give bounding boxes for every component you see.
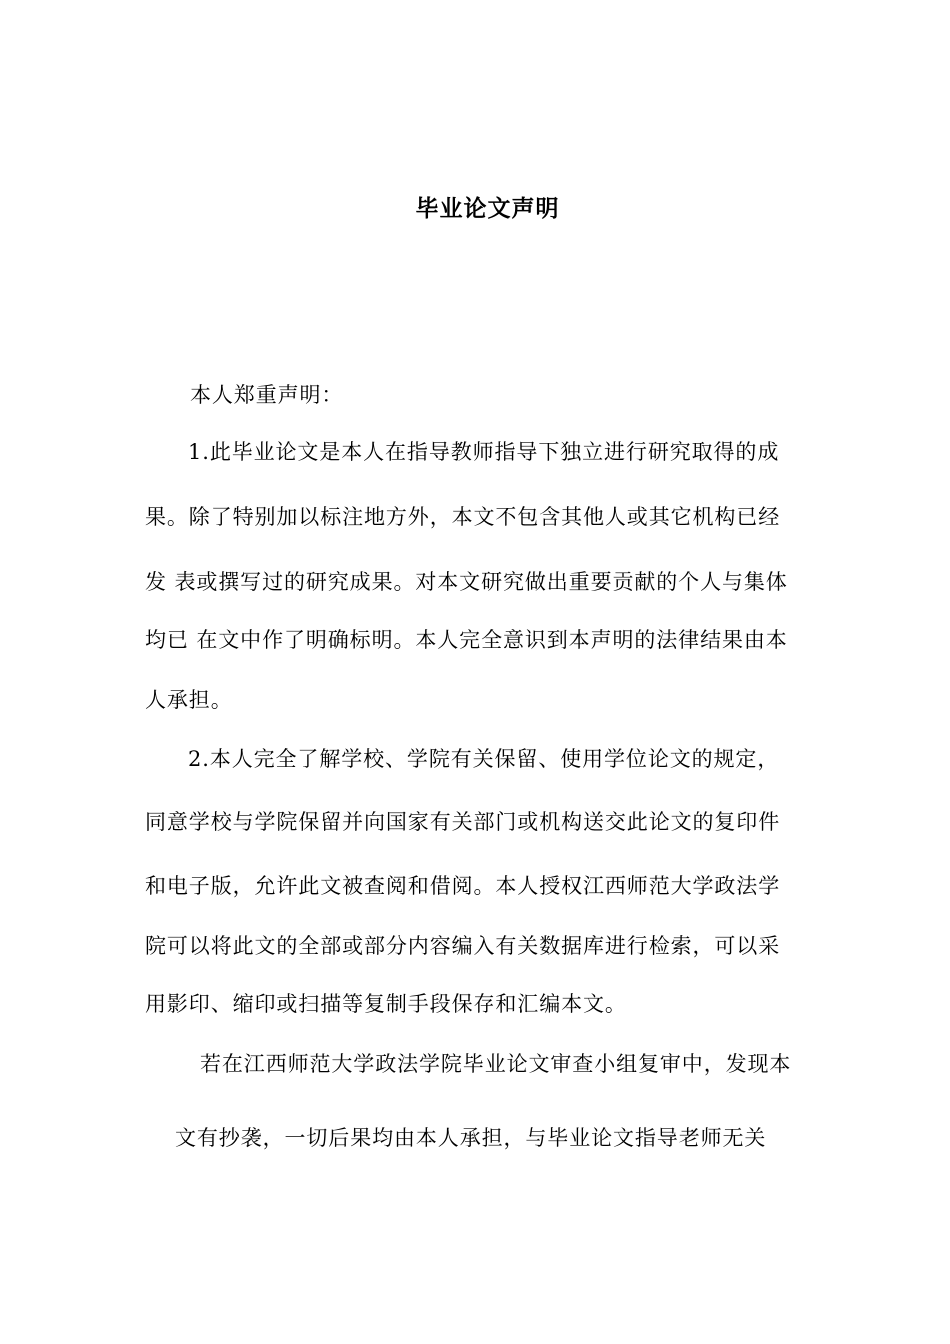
para2-line: 院可以将此文的全部或部分内容编入有关数据库进行检索，可以采: [145, 934, 781, 958]
document-title: 毕业论文声明: [415, 196, 560, 222]
para3-line: 若在江西师范大学政法学院毕业论文审查小组复审中，发现本: [200, 1052, 792, 1076]
para2-line: 用影印、缩印或扫描等复制手段保存和汇编本文。: [145, 992, 627, 1016]
para1-line: 发 表或撰写过的研究成果。对本文研究做出重要贡献的个人与集体: [145, 570, 788, 594]
intro-line: 本人郑重声明：: [190, 383, 344, 407]
para2-line: 同意学校与学院保留并向国家有关部门或机构送交此论文的复印件: [145, 810, 781, 834]
para1-line: 人承担。: [145, 688, 233, 712]
para1-line: 均已 在文中作了明确标明。本人完全意识到本声明的法律结果由本: [145, 628, 788, 652]
para2-line: 2.本人完全了解学校、学院有关保留、使用学位论文的规定，: [188, 747, 780, 771]
para3-line: 文有抄袭，一切后果均由本人承担，与毕业论文指导老师无关: [175, 1126, 767, 1150]
para1-line: 1.此毕业论文是本人在指导教师指导下独立进行研究取得的成: [188, 440, 780, 464]
para1-line: 果。除了特别加以标注地方外，本文不包含其他人或其它机构已经: [145, 505, 781, 529]
para2-line: 和电子版，允许此文被查阅和借阅。本人授权江西师范大学政法学: [145, 874, 781, 898]
